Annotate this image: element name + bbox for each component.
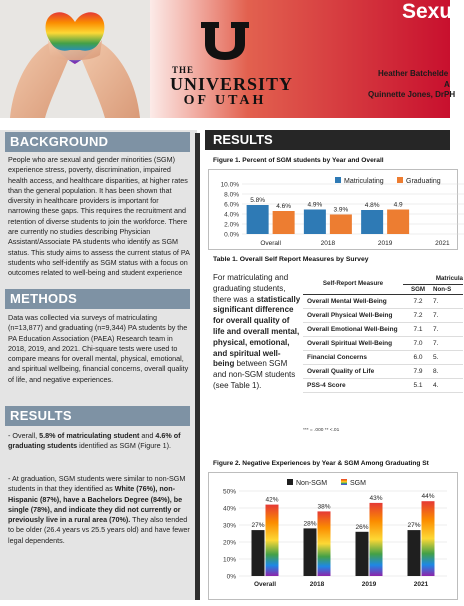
non-sgm-value: 7. <box>433 308 463 322</box>
figure-2-title: Figure 2. Negative Experiences by Year & SGM Among Graduating St <box>213 460 429 467</box>
methods-text: Data was collected via surveys of matriculating (n=13,877) and graduating (n=9,344) PA students by the PA Education Association (PAEA) Research team in 2018, 2019, and 2021. Chi-square tests were used to compare means for overall mental, physical, emotional, and spiritual wellbeing, financial concerns, overall quality of life, and negative experiences. <box>8 313 189 384</box>
x-category-label: 2021 <box>435 240 450 247</box>
y-tick-label: 30% <box>222 522 236 530</box>
legend-label: SGM <box>350 480 366 487</box>
figure-1-svg <box>209 170 459 251</box>
figure-1-chart <box>208 169 458 250</box>
photo-illustration <box>0 0 150 118</box>
bar-sgm <box>422 501 435 576</box>
y-tick-label: 10% <box>222 556 236 564</box>
data-label: 44% <box>421 493 435 501</box>
x-category-label: Overall <box>260 240 281 247</box>
column-header-measure: Self-Report Measure <box>303 274 403 294</box>
sgm-value: 7.1 <box>403 322 433 336</box>
legend-swatch <box>341 479 347 485</box>
table-row <box>303 378 463 392</box>
bar-matriculating <box>247 205 269 234</box>
left-results-paragraph-1 <box>8 431 190 452</box>
column-divider <box>195 133 200 600</box>
bar-sgm <box>318 511 331 576</box>
sgm-value: 6.0 <box>403 350 433 364</box>
results-p1-text-a: - Overall, <box>8 431 40 440</box>
legend-label: Non-SGM <box>296 480 328 487</box>
bar-matriculating <box>304 210 326 235</box>
legend-swatch <box>335 177 341 183</box>
data-label: 42% <box>265 496 279 504</box>
background-heading: BACKGROUND <box>5 132 190 152</box>
bar-non-sgm <box>408 530 421 576</box>
table-1-description <box>213 273 301 392</box>
table-row <box>303 294 463 308</box>
logo-the-text: THE <box>172 65 195 75</box>
table-1 <box>303 274 463 424</box>
figure-1-title: Figure 1. Percent of SGM students by Year and Overall <box>213 157 384 164</box>
measure-label: Overall Mental Well-Being <box>303 294 403 308</box>
results-p2-text-a: - At graduation, SGM students were similar to non-SGM students in that they identified as <box>8 474 186 494</box>
table-row <box>303 364 463 378</box>
y-tick-label: 0% <box>226 573 236 581</box>
legend-label: Graduating <box>406 178 441 185</box>
bar-sgm <box>266 505 279 576</box>
measure-label: Overall Emotional Well-Being <box>303 322 403 336</box>
x-category-label: 2019 <box>377 240 393 247</box>
sgm-value: 7.0 <box>403 336 433 350</box>
data-label: 27% <box>251 522 265 530</box>
y-tick-label: 40% <box>222 505 236 513</box>
non-sgm-value: 7. <box>433 322 463 336</box>
results-p1-graduating-stat: 4.6% of graduating students <box>8 431 181 451</box>
figure-2-chart <box>208 472 458 600</box>
self-report-table <box>303 274 463 393</box>
sgm-value: 7.2 <box>403 308 433 322</box>
results-p1-text-e: identified as SGM (Figure 1). <box>77 441 171 451</box>
data-label: 4.6% <box>276 203 292 210</box>
x-category-label: Overall <box>253 581 277 588</box>
data-label: 27% <box>407 522 421 530</box>
authors-line-1: Heather Batchelde <box>378 69 449 78</box>
poster-header <box>0 0 464 118</box>
left-results-heading: RESULTS <box>5 406 190 426</box>
methods-heading: METHODS <box>5 289 190 309</box>
table-row <box>303 350 463 364</box>
block-u-icon <box>197 20 253 60</box>
measure-label: Financial Concerns <box>303 350 403 364</box>
measure-label: PSS-4 Score <box>303 378 403 392</box>
results-p1-text-c: and <box>139 431 156 440</box>
data-label: 43% <box>369 494 383 502</box>
x-category-label: 2018 <box>320 240 336 247</box>
logo-university-text: UNIVERSITY <box>170 74 294 94</box>
legend-label: Matriculating <box>344 178 384 185</box>
data-label: 4.9% <box>307 201 323 209</box>
table-row <box>303 308 463 322</box>
measure-label: Overall Physical Well-Being <box>303 308 403 322</box>
column-header-matriculating: Matricula <box>403 274 463 284</box>
table-significance-note: *** = .000 ** <.01 <box>303 428 340 433</box>
x-category-label: 2019 <box>361 581 377 588</box>
results-heading: RESULTS <box>205 130 450 150</box>
bar-sgm <box>370 503 383 576</box>
column-header-sgm: SGM <box>403 284 433 294</box>
data-label: 4.8% <box>364 202 380 209</box>
data-label: 38% <box>317 503 331 511</box>
table-row <box>303 322 463 336</box>
poster-title: Sexua <box>402 0 464 23</box>
data-label: 28% <box>303 520 317 528</box>
results-p2-demographics: White (76%), non-Hispanic (87%), have a Bachelors Degree (84%), be single (78%), and indicate they did not currently or previously live in a rural area (70%). <box>8 484 183 525</box>
bar-non-sgm <box>356 532 369 576</box>
sgm-value: 5.1 <box>403 378 433 392</box>
data-label: 3.9% <box>333 206 349 214</box>
data-label: 26% <box>355 523 369 531</box>
table-desc-text-c: between SGM and non-SGM students (see Table 1). <box>213 359 296 390</box>
results-p1-matriculating-stat: 5.8% of matriculating student <box>39 431 140 440</box>
legend-swatch <box>287 479 293 485</box>
y-tick-label: 4.0% <box>224 211 239 219</box>
results-p2-text-c: They also tended to be older (26.4 years vs 25.5 years old) and have fewer legal dependents. <box>8 515 190 545</box>
non-sgm-value: 7. <box>433 336 463 350</box>
sgm-value: 7.9 <box>403 364 433 378</box>
bar-non-sgm <box>304 528 317 576</box>
background-text: People who are sexual and gender minorities (SGM) experience stress, poverty, discrimination, impaired health access, and healthcare disparities, at higher rates than the general population. It has been shown that diversity in healthcare providers is important for narrowing these gaps. This requires the recruitment and retention of diverse students to join the workforce. There are currently no studies describing Physician Assistant/Associate PA students who identify as SGM status. This study aims to assess the current status of PA students who self-identify as SGM status with a focus on outcomes related to well-being and student experience <box>8 155 190 278</box>
left-results-paragraph-2 <box>8 474 190 546</box>
table-row <box>303 336 463 350</box>
university-of-utah-logo <box>170 20 294 110</box>
y-tick-label: 8.0% <box>224 191 239 199</box>
column-header-non-sgm: Non-S <box>433 284 463 294</box>
authors-line-3: Quinnette Jones, DrPH <box>368 90 456 99</box>
non-sgm-value: 5. <box>433 350 463 364</box>
measure-label: Overall Quality of Life <box>303 364 403 378</box>
sgm-value: 7.2 <box>403 294 433 308</box>
figure-2-svg <box>209 473 459 601</box>
table-desc-text-a: For matriculating and graduating students, there was a <box>213 273 289 304</box>
non-sgm-value: 4. <box>433 378 463 392</box>
bar-graduating <box>273 211 295 234</box>
bar-matriculating <box>361 210 383 234</box>
authors-line-2: A <box>444 80 450 89</box>
table-1-title: Table 1. Overall Self Report Measures by Survey <box>213 256 369 263</box>
logo-of-utah-text: OF UTAH <box>183 93 267 108</box>
y-tick-label: 2.0% <box>224 221 239 229</box>
y-tick-label: 10.0% <box>220 181 239 189</box>
bar-graduating <box>387 210 409 235</box>
measure-label: Overall Spiritual Well-Being <box>303 336 403 350</box>
x-category-label: 2021 <box>413 581 429 588</box>
y-tick-label: 50% <box>222 488 236 496</box>
non-sgm-value: 8. <box>433 364 463 378</box>
data-label: 4.9 <box>393 201 403 209</box>
legend-swatch <box>397 177 403 183</box>
non-sgm-value: 7. <box>433 294 463 308</box>
y-tick-label: 6.0% <box>224 201 239 209</box>
y-tick-label: 0.0% <box>224 231 239 239</box>
data-label: 5.8% <box>250 197 266 204</box>
table-body <box>303 294 463 392</box>
hands-rainbow-heart-photo <box>0 0 150 118</box>
bar-graduating <box>330 215 352 235</box>
bar-non-sgm <box>252 530 265 576</box>
x-category-label: 2018 <box>309 581 325 588</box>
y-tick-label: 20% <box>222 539 236 547</box>
table-desc-significance: statistically significant difference for overall quality of life and overall mental, physical, emotional, and spiritual well-being <box>213 294 301 369</box>
